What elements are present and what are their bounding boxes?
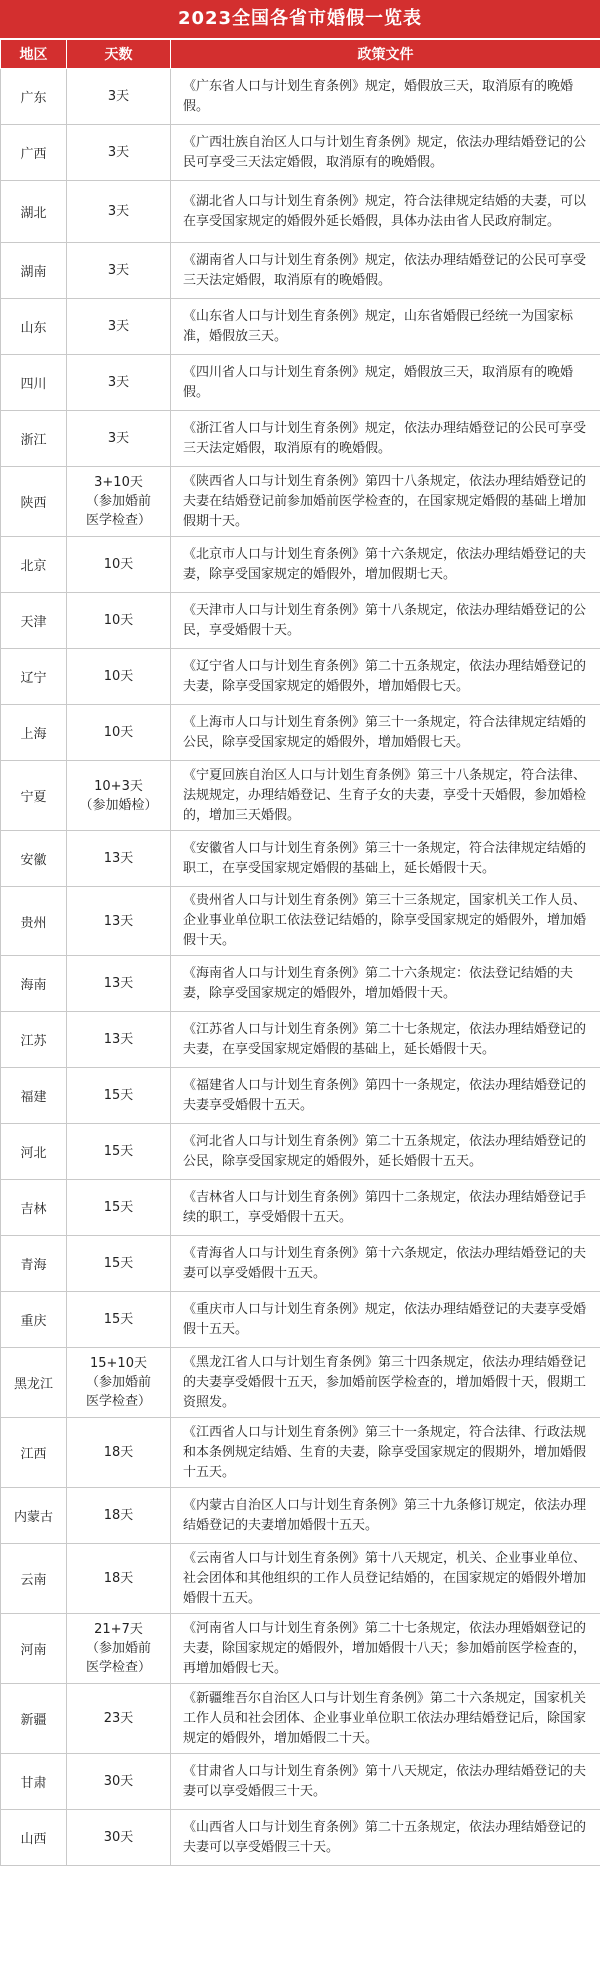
days-cell: 15天 — [67, 1068, 171, 1124]
policy-cell: 《辽宁省人口与计划生育条例》第二十五条规定，依法办理结婚登记的夫妻，除享受国家规定的婚假外，增加婚假七天。 — [171, 649, 600, 705]
region-cell: 重庆 — [1, 1292, 67, 1348]
days-cell: 13天 — [67, 887, 171, 956]
region-cell: 上海 — [1, 705, 67, 761]
days-cell: 15天 — [67, 1180, 171, 1236]
region-cell: 江苏 — [1, 1012, 67, 1068]
region-cell: 安徽 — [1, 831, 67, 887]
days-cell: 18天 — [67, 1418, 171, 1488]
days-cell: 10天 — [67, 593, 171, 649]
days-cell: 3天 — [67, 181, 171, 243]
region-cell: 贵州 — [1, 887, 67, 956]
policy-cell: 《宁夏回族自治区人口与计划生育条例》第三十八条规定，符合法律、法规规定，办理结婚登记、生育子女的夫妻，享受十天婚假，参加婚检的，增加三天婚假。 — [171, 761, 600, 831]
policy-cell: 《广西壮族自治区人口与计划生育条例》规定，依法办理结婚登记的公民可享受三天法定婚假，取消原有的晚婚假。 — [171, 125, 600, 181]
region-cell: 陕西 — [1, 467, 67, 537]
header-region: 地区 — [1, 40, 67, 69]
policy-cell: 《甘肃省人口与计划生育条例》第十八天规定，依法办理结婚登记的夫妻可以享受婚假三十天。 — [171, 1754, 600, 1810]
table-row — [1, 1348, 600, 1418]
table-body — [1, 69, 600, 1866]
policy-cell: 《江西省人口与计划生育条例》第三十一条规定，符合法律、行政法规和本条例规定结婚、生育的夫妻，除享受国家规定的假期外，增加婚假十五天。 — [171, 1418, 600, 1488]
header-policy: 政策文件 — [171, 40, 600, 69]
days-cell: 10天 — [67, 649, 171, 705]
region-cell: 河北 — [1, 1124, 67, 1180]
days-cell: 18天 — [67, 1488, 171, 1544]
policy-cell: 《黑龙江省人口与计划生育条例》第三十四条规定，依法办理结婚登记的夫妻享受婚假十五天，参加婚前医学检查的，增加婚假十天，假期工资照发。 — [171, 1348, 600, 1418]
table-row — [1, 355, 600, 411]
table-row — [1, 956, 600, 1012]
policy-cell: 《吉林省人口与计划生育条例》第四十二条规定，依法办理结婚登记手续的职工，享受婚假十五天。 — [171, 1180, 600, 1236]
table-row — [1, 411, 600, 467]
table-row — [1, 125, 600, 181]
policy-cell: 《安徽省人口与计划生育条例》第三十一条规定，符合法律规定结婚的职工，在享受国家规定婚假的基础上，延长婚假十天。 — [171, 831, 600, 887]
region-cell: 黑龙江 — [1, 1348, 67, 1418]
table-header — [1, 40, 600, 69]
days-cell: 30天 — [67, 1754, 171, 1810]
table-row — [1, 1068, 600, 1124]
region-cell: 江西 — [1, 1418, 67, 1488]
table-row — [1, 1292, 600, 1348]
days-cell: 3天 — [67, 355, 171, 411]
region-cell: 山西 — [1, 1810, 67, 1866]
policy-cell: 《新疆维吾尔自治区人口与计划生育条例》第二十六条规定，国家机关工作人员和社会团体、企业事业单位职工依法办理结婚登记后，除国家规定的婚假外，增加婚假二十天。 — [171, 1684, 600, 1754]
table-row — [1, 1684, 600, 1754]
policy-cell: 《陕西省人口与计划生育条例》第四十八条规定，依法办理结婚登记的夫妻在结婚登记前参加婚前医学检查的，在国家规定婚假的基础上增加假期十天。 — [171, 467, 600, 537]
days-cell: 15+10天 （参加婚前 医学检查） — [67, 1348, 171, 1418]
days-cell: 10天 — [67, 705, 171, 761]
policy-cell: 《江苏省人口与计划生育条例》第二十七条规定，依法办理结婚登记的夫妻，在享受国家规定婚假的基础上，延长婚假十天。 — [171, 1012, 600, 1068]
policy-cell: 《青海省人口与计划生育条例》第十六条规定，依法办理结婚登记的夫妻可以享受婚假十五天。 — [171, 1236, 600, 1292]
days-cell: 3天 — [67, 411, 171, 467]
days-cell: 23天 — [67, 1684, 171, 1754]
table-row — [1, 1180, 600, 1236]
days-cell: 10天 — [67, 537, 171, 593]
table-row — [1, 831, 600, 887]
region-cell: 宁夏 — [1, 761, 67, 831]
policy-cell: 《四川省人口与计划生育条例》规定，婚假放三天，取消原有的晚婚假。 — [171, 355, 600, 411]
table-row — [1, 1236, 600, 1292]
region-cell: 山东 — [1, 299, 67, 355]
days-cell: 3天 — [67, 69, 171, 125]
marriage-leave-table — [0, 39, 600, 1866]
days-cell: 10+3天 （参加婚检） — [67, 761, 171, 831]
header-days: 天数 — [67, 40, 171, 69]
policy-cell: 《上海市人口与计划生育条例》第三十一条规定，符合法律规定结婚的公民，除享受国家规定的婚假外，增加婚假七天。 — [171, 705, 600, 761]
policy-cell: 《山西省人口与计划生育条例》第二十五条规定，依法办理结婚登记的夫妻可以享受婚假三十天。 — [171, 1810, 600, 1866]
table-row — [1, 537, 600, 593]
table-row — [1, 1614, 600, 1684]
policy-cell: 《河北省人口与计划生育条例》第二十五条规定，依法办理结婚登记的公民，除享受国家规定的婚假外，延长婚假十五天。 — [171, 1124, 600, 1180]
region-cell: 辽宁 — [1, 649, 67, 705]
days-cell: 18天 — [67, 1544, 171, 1614]
region-cell: 海南 — [1, 956, 67, 1012]
policy-cell: 《海南省人口与计划生育条例》第二十六条规定：依法登记结婚的夫妻，除享受国家规定的婚假外，增加婚假十天。 — [171, 956, 600, 1012]
policy-cell: 《湖北省人口与计划生育条例》规定，符合法律规定结婚的夫妻，可以在享受国家规定的婚假外延长婚假，具体办法由省人民政府制定。 — [171, 181, 600, 243]
region-cell: 云南 — [1, 1544, 67, 1614]
policy-cell: 《福建省人口与计划生育条例》第四十一条规定，依法办理结婚登记的夫妻享受婚假十五天。 — [171, 1068, 600, 1124]
table-row — [1, 1418, 600, 1488]
region-cell: 北京 — [1, 537, 67, 593]
table-row — [1, 1810, 600, 1866]
region-cell: 福建 — [1, 1068, 67, 1124]
table-row — [1, 1124, 600, 1180]
days-cell: 3+10天 （参加婚前 医学检查） — [67, 467, 171, 537]
table-row — [1, 1012, 600, 1068]
region-cell: 广西 — [1, 125, 67, 181]
region-cell: 内蒙古 — [1, 1488, 67, 1544]
table-row — [1, 69, 600, 125]
days-cell: 13天 — [67, 1012, 171, 1068]
days-cell: 3天 — [67, 299, 171, 355]
table-row — [1, 299, 600, 355]
table-row — [1, 593, 600, 649]
table-row — [1, 243, 600, 299]
policy-cell: 《湖南省人口与计划生育条例》规定，依法办理结婚登记的公民可享受三天法定婚假，取消原有的晚婚假。 — [171, 243, 600, 299]
region-cell: 河南 — [1, 1614, 67, 1684]
policy-cell: 《北京市人口与计划生育条例》第十六条规定，依法办理结婚登记的夫妻，除享受国家规定的婚假外，增加假期七天。 — [171, 537, 600, 593]
page-title: 2023全国各省市婚假一览表 — [0, 0, 600, 39]
policy-cell: 《贵州省人口与计划生育条例》第三十三条规定，国家机关工作人员、企业事业单位职工依法登记结婚的，除享受国家规定的婚假外，增加婚假十天。 — [171, 887, 600, 956]
days-cell: 30天 — [67, 1810, 171, 1866]
region-cell: 四川 — [1, 355, 67, 411]
days-cell: 3天 — [67, 125, 171, 181]
table-row — [1, 761, 600, 831]
days-cell: 13天 — [67, 831, 171, 887]
table-row — [1, 181, 600, 243]
region-cell: 吉林 — [1, 1180, 67, 1236]
table-row — [1, 1544, 600, 1614]
policy-cell: 《浙江省人口与计划生育条例》规定，依法办理结婚登记的公民可享受三天法定婚假，取消原有的晚婚假。 — [171, 411, 600, 467]
table-row — [1, 649, 600, 705]
policy-cell: 《河南省人口与计划生育条例》第二十七条规定，依法办理婚姻登记的夫妻，除国家规定的婚假外，增加婚假十八天；参加婚前医学检查的，再增加婚假七天。 — [171, 1614, 600, 1684]
policy-cell: 《山东省人口与计划生育条例》规定，山东省婚假已经统一为国家标准，婚假放三天。 — [171, 299, 600, 355]
days-cell: 15天 — [67, 1236, 171, 1292]
days-cell: 15天 — [67, 1124, 171, 1180]
region-cell: 浙江 — [1, 411, 67, 467]
policy-cell: 《重庆市人口与计划生育条例》规定，依法办理结婚登记的夫妻享受婚假十五天。 — [171, 1292, 600, 1348]
region-cell: 湖南 — [1, 243, 67, 299]
table-row — [1, 467, 600, 537]
days-cell: 15天 — [67, 1292, 171, 1348]
region-cell: 天津 — [1, 593, 67, 649]
region-cell: 新疆 — [1, 1684, 67, 1754]
table-row — [1, 1754, 600, 1810]
days-cell: 21+7天 （参加婚前 医学检查） — [67, 1614, 171, 1684]
region-cell: 广东 — [1, 69, 67, 125]
policy-cell: 《云南省人口与计划生育条例》第十八天规定，机关、企业事业单位、社会团体和其他组织的工作人员登记结婚的，在国家规定的婚假外增加婚假十五天。 — [171, 1544, 600, 1614]
region-cell: 湖北 — [1, 181, 67, 243]
table-row — [1, 705, 600, 761]
policy-cell: 《内蒙古自治区人口与计划生育条例》第三十九条修订规定，依法办理结婚登记的夫妻增加婚假十五天。 — [171, 1488, 600, 1544]
region-cell: 甘肃 — [1, 1754, 67, 1810]
days-cell: 13天 — [67, 956, 171, 1012]
table-row — [1, 1488, 600, 1544]
policy-cell: 《天津市人口与计划生育条例》第十八条规定，依法办理结婚登记的公民，享受婚假十天。 — [171, 593, 600, 649]
days-cell: 3天 — [67, 243, 171, 299]
policy-cell: 《广东省人口与计划生育条例》规定，婚假放三天，取消原有的晚婚假。 — [171, 69, 600, 125]
table-row — [1, 887, 600, 956]
region-cell: 青海 — [1, 1236, 67, 1292]
